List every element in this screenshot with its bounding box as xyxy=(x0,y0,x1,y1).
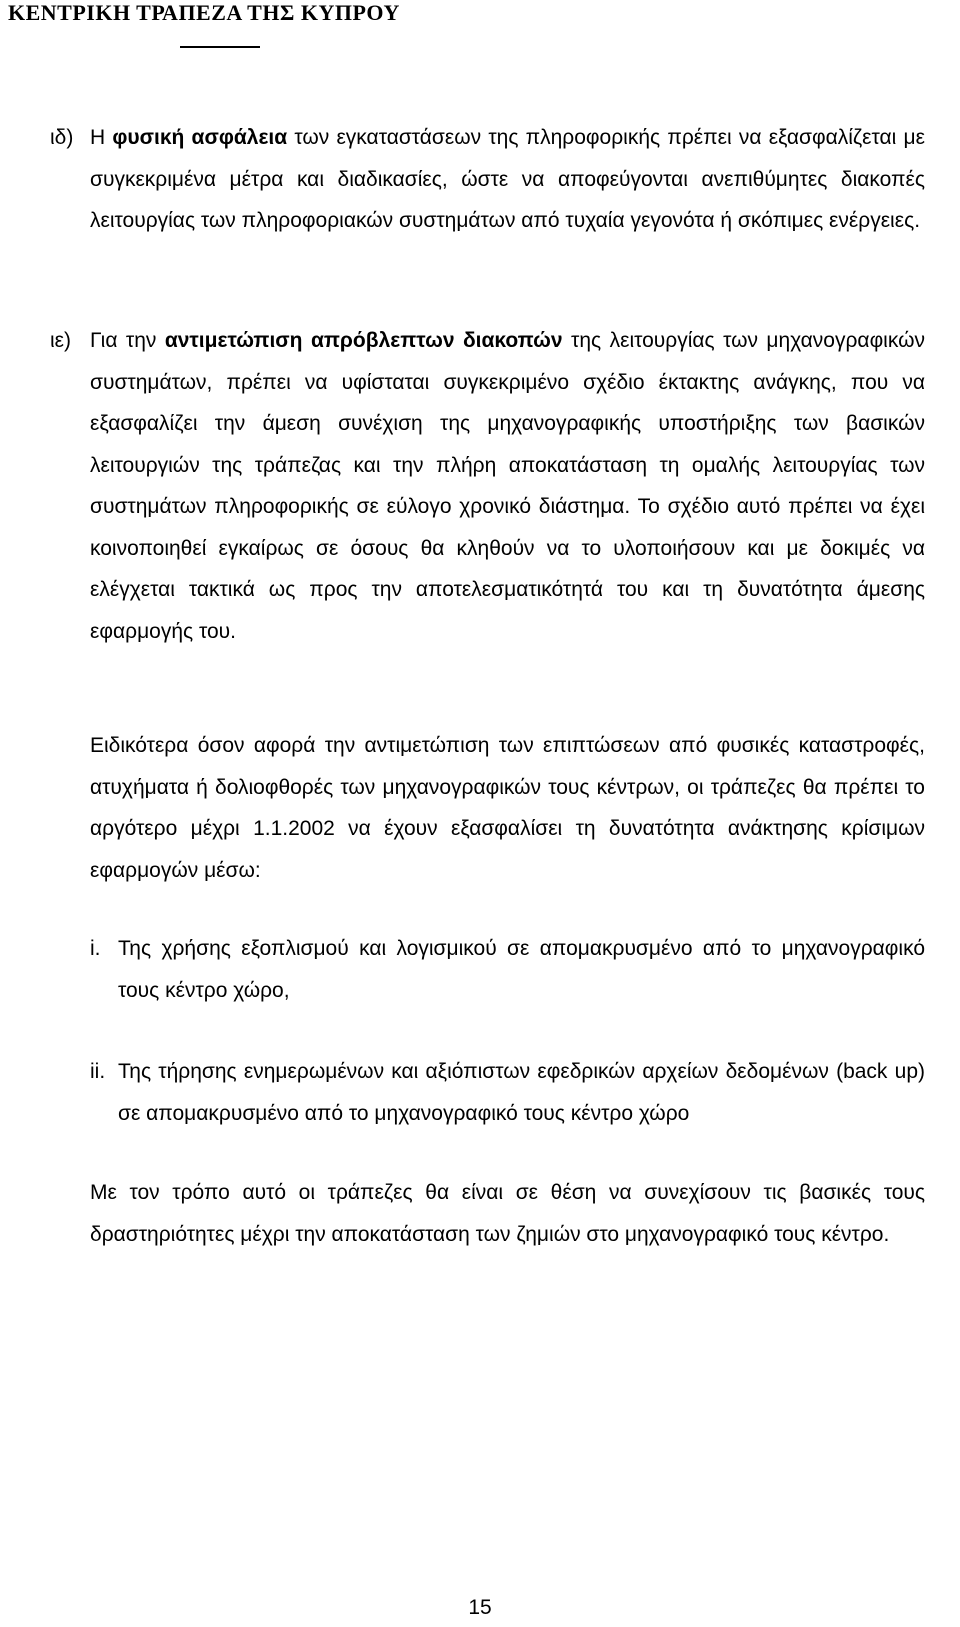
subitem-ii-text: Της τήρησης ενημερωμένων και αξιόπιστων εφεδρικών αρχείων δεδομένων (back up) σε απομακρυσμένο από το μηχανογραφικό τους κέντρο χώρο xyxy=(118,1060,925,1125)
item-marker-id: ιδ) xyxy=(50,126,74,149)
page-header: ΚΕΝΤΡΙΚΗ ΤΡΑΠΕΖΑ ΤΗΣ ΚΥΠΡΟΥ xyxy=(8,0,400,25)
subitem-i-text: Της χρήσης εξοπλισμού και λογισμικού σε απομακρυσμένο από το μηχανογραφικό τους κέντρο χώρο, xyxy=(118,937,925,1002)
header-rule xyxy=(180,46,260,48)
item-id-text-pre: Η xyxy=(90,126,113,149)
paragraph-closing: Με τον τρόπο αυτό οι τράπεζες θα είναι σε θέση να συνεχίσουν τις βασικές τους δραστηριότητες μέχρι την αποκατάσταση των ζημιών στο μηχανογραφικό τους κέντρο. xyxy=(90,1181,925,1246)
item-ie-text-post: της λειτουργίας των μηχανογραφικών συστημάτων, πρέπει να υφίσταται συγκεκριμένο σχέδιο έκτακτης ανάγκης, που να εξασφαλίζει την άμεση συνέχιση της μηχανογραφικής υποστήριξης των βασικών λειτουργιών της τράπεζας και την πλήρη αποκατάσταση τη ομαλής λειτουργίας των συστημάτων πληροφορικής σε εύλογο χρονικό διάστημα. Το σχέδιο αυτό πρέπει να έχει κοινοποιηθεί εγκαίρως σε όσους θα κληθούν να το υλοποιήσουν και με δοκιμές να ελέγχεται τακτικά ως προς την αποτελεσματικότητά του και τη δυνατότητα άμεσης εφαρμογής του. xyxy=(90,329,925,643)
item-id-paragraph xyxy=(90,117,925,242)
item-id-bold-term: φυσική ασφάλεια xyxy=(112,126,288,149)
page-number: 15 xyxy=(468,1596,492,1619)
item-ie-text-pre: Για την xyxy=(90,329,165,352)
item-ie-paragraph xyxy=(90,320,925,652)
item-marker-ie: ιε) xyxy=(50,329,72,352)
subitem-marker-ii: ii. xyxy=(90,1060,106,1083)
item-ie-bold-term: αντιμετώπιση απρόβλεπτων διακοπών xyxy=(164,329,563,352)
paragraph-specific: Ειδικότερα όσον αφορά την αντιμετώπιση των επιπτώσεων από φυσικές καταστροφές, ατυχήματα ή δολιοφθορές των μηχανογραφικών τους κέντρων, οι τράπεζες θα πρέπει το αργότερο μέχρι 1.1.2002 να έχουν εξασφαλίσει τη δυνατότητα ανάκτησης κρίσιμων εφαρμογών μέσω: xyxy=(90,734,925,882)
subitem-marker-i: i. xyxy=(90,937,101,960)
item-id-text-post: των εγκαταστάσεων της πληροφορικής πρέπει να εξασφαλίζεται με συγκεκριμένα μέτρα και διαδικασίες, ώστε να αποφεύγονται ανεπιθύμητες διακοπές λειτουργίας των πληροφοριακών συστημάτων από τυχαία γεγονότα ή σκόπιμες ενέργειες. xyxy=(90,126,926,232)
